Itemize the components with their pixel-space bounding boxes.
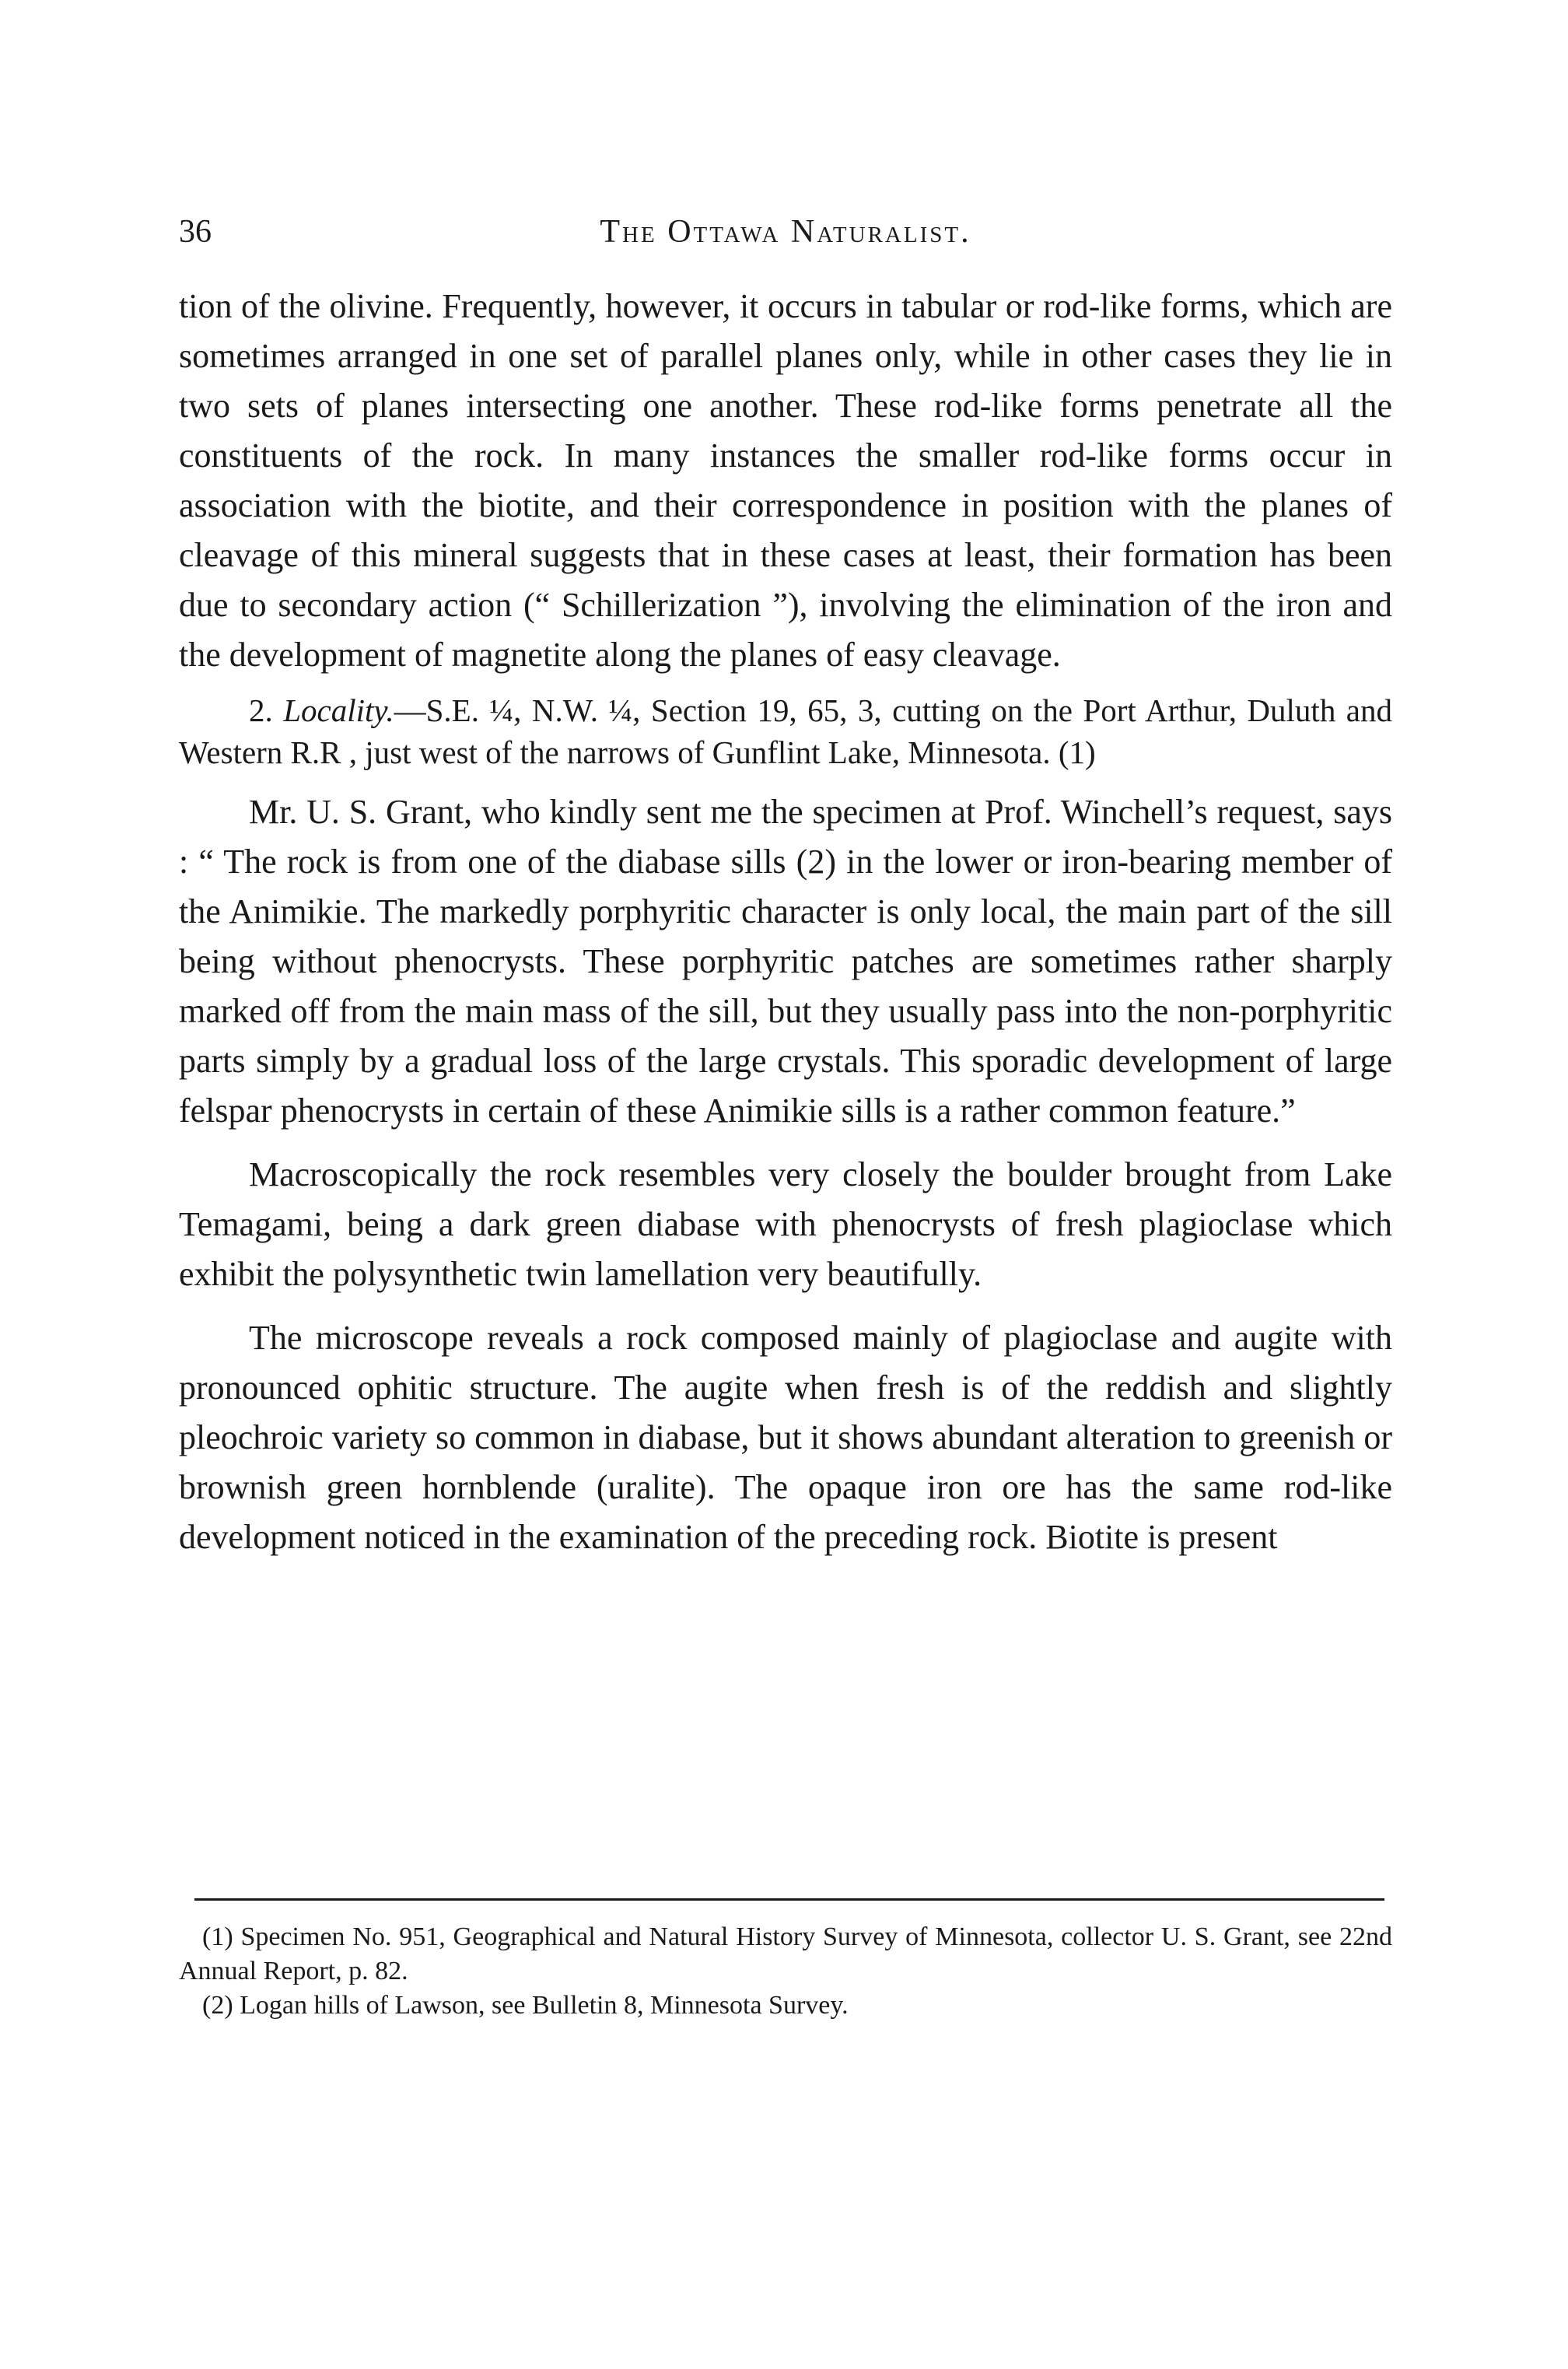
paragraph-grant-quote: Mr. U. S. Grant, who kindly sent me the specimen at Prof. Winchell’s request, says : “ The rock is from one of the diabase sills (2) in the lower or iron-bearing member of the Animikie. The markedly porphyritic character is only local, the main part of the sill being without phenocrysts. These porphyritic patches are sometimes rather sharply marked off from the main mass of the sill, but they usually pass into the non-porphyritic parts simply by a gradual loss of the large crystals. This sporadic development of large felspar phenocrysts in certain of these Animikie sills is a rather common feature.” (179, 793, 1392, 1130)
document-page (179, 0, 1392, 2369)
paragraph-macroscopic: Macroscopically the rock resembles very closely the boulder brought from Lake Temagami, being a dark green diabase with phenocrysts of fresh plagioclase which exhibit the polysynthetic twin lamellation very beautifully. (179, 1155, 1392, 1293)
page-number: 36 (179, 214, 212, 250)
journal-title: The Ottawa Naturalist. (600, 214, 971, 250)
paragraph-microscope: The microscope reveals a rock composed mainly of plagioclase and augite with pronounced ophitic structure. The augite when fresh is of the reddish and slightly pleochroic variety so common in diabase, but it shows abundant alteration to greenish or brownish green hornblende (uralite). The opaque iron ore has the same rod-like development noticed in the examination of the preceding rock. Biotite is present (179, 1319, 1392, 1556)
body-text (179, 282, 1392, 1562)
locality-paragraph (179, 689, 1392, 773)
running-head (179, 209, 1392, 255)
locality-number: 2. (249, 692, 273, 728)
locality-label: Locality. (283, 692, 394, 728)
footnotes (179, 1920, 1392, 2023)
locality-text: —S.E. ¼, N.W. ¼, Section 19, 65, 3, cutting on the Port Arthur, Duluth and Western R.R , just west of the narrows of Gunflint Lake, Minnesota. (1) (179, 692, 1392, 770)
footnote-1: (1) Specimen No. 951, Geographical and Natural History Survey of Minnesota, collector U. S. Grant, see 22nd Annual Report, p. 82. (179, 1922, 1392, 1985)
footnote-rule (194, 1898, 1384, 1901)
paragraph-olivine: tion of the olivine. Frequently, however, it occurs in tabular or rod-like forms, which are sometimes arranged in one set of parallel planes only, while in other cases they lie in two sets of planes intersecting one another. These rod-like forms penetrate all the constituents of the rock. In many instances the smaller rod-like forms occur in association with the biotite, and their correspondence in position with the planes of cleavage of this mineral suggests that in these cases at least, their formation has been due to secondary action (“ Schillerization ”), involving the elimination of the iron and the development of magnetite along the planes of easy cleavage. (179, 287, 1392, 674)
footnote-2: (2) Logan hills of Lawson, see Bulletin 8, Minnesota Survey. (202, 1991, 849, 2020)
